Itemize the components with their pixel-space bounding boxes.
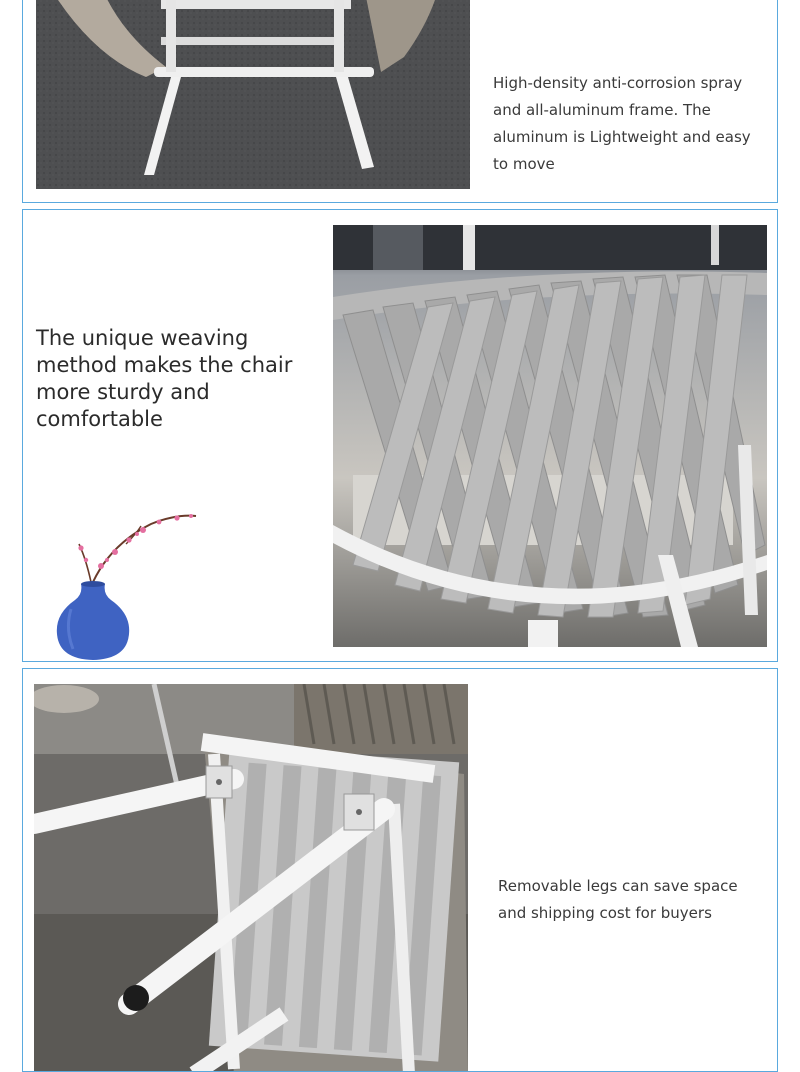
feature-panel-weaving [22,209,778,662]
feature-panel-legs [22,668,778,1072]
chair-underside-frame-photo [36,0,470,189]
blue-vase-icon [31,504,201,662]
feature-panel-frame [22,0,778,203]
weaving-feature-caption: The unique weaving method makes the chair more sturdy and comfortable [36,326,293,431]
frame-feature-caption: High-density anti-corrosion spray and all-aluminum frame. The aluminum is Lightweight and easy to move [493,74,751,173]
woven-chair-back-photo [333,225,767,647]
legs-feature-caption: Removable legs can save space and shipping cost for buyers [498,877,738,922]
removable-legs-photo [34,684,468,1072]
